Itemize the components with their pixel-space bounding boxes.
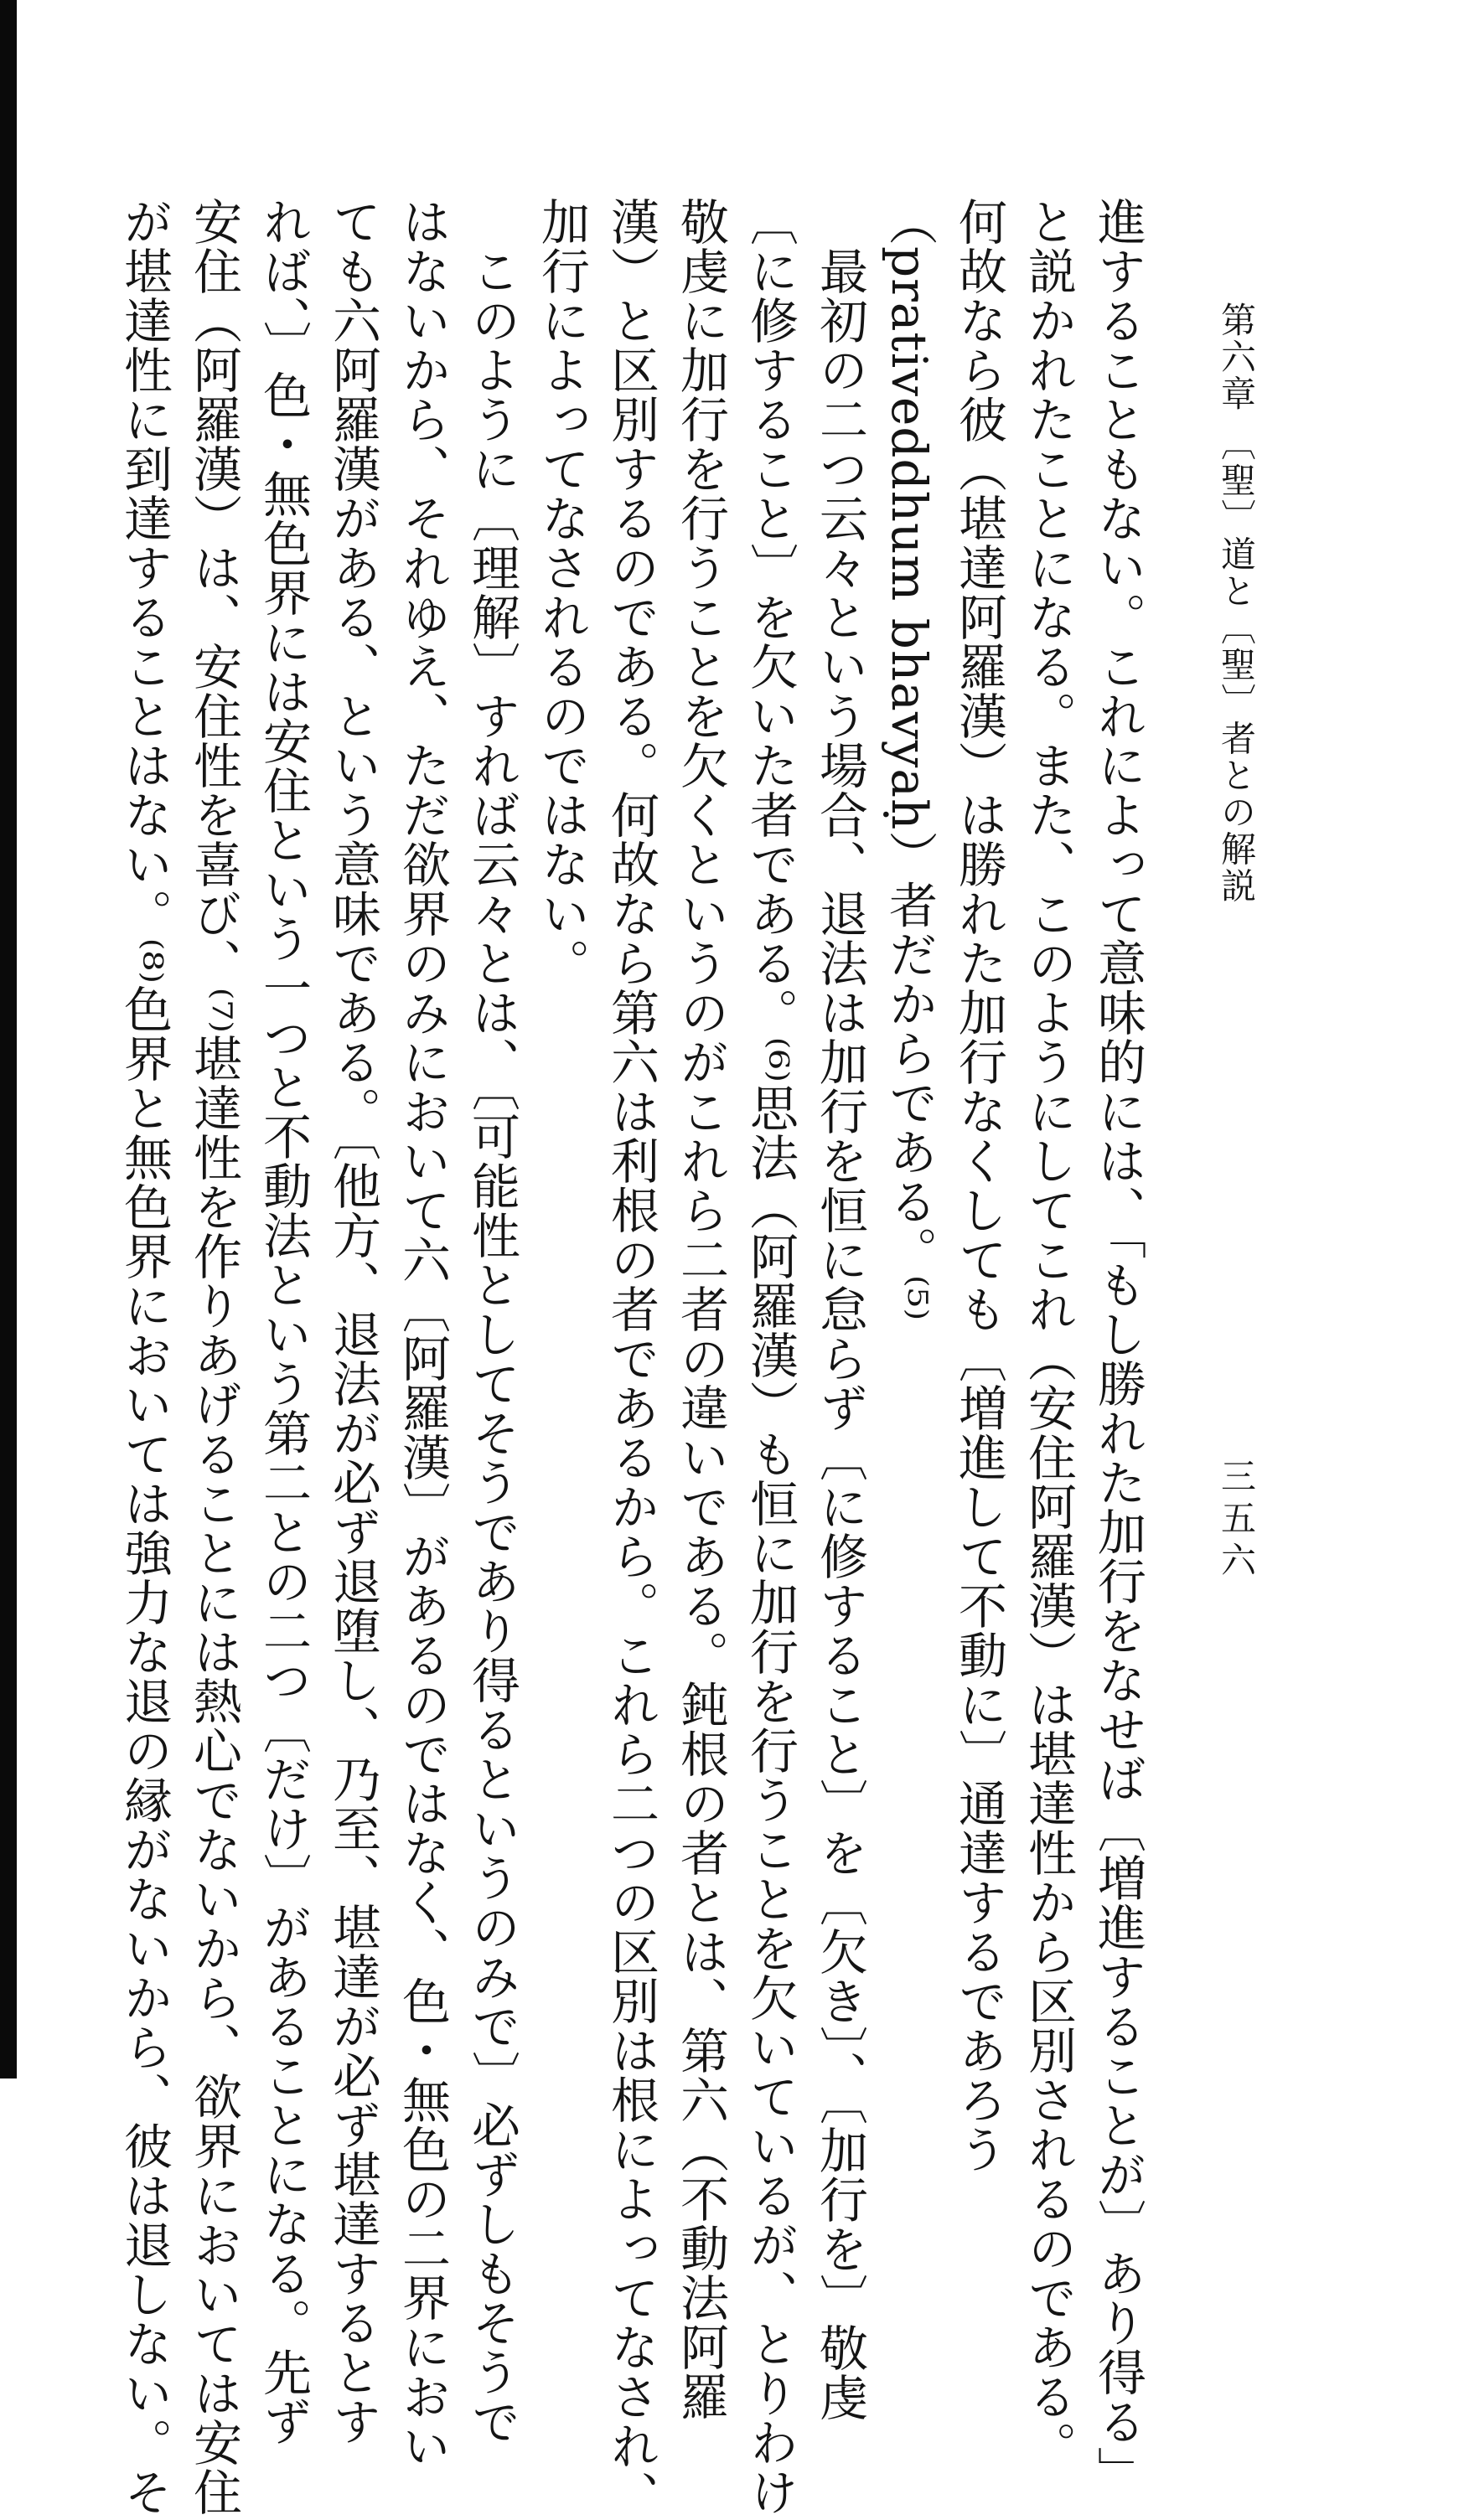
paragraph-2 [526,197,874,2520]
text-line: が堪達性に到達することはない。⁽⁸⁾色界と無色界においては強力な退の縁がないから、彼は退しない。そ [116,197,173,2517]
text-line: 〔に修すること〕を欠いた者である。⁽⁶⁾思法（阿羅漢）も恒に加行を行うことを欠いているが、とりわけ [742,197,799,2517]
page-number: 三五六 [1216,1458,1257,1583]
paragraph-1 [874,197,1152,2496]
running-head: 第六章 〔聖〕道と〔聖〕者との解説 [1216,302,1257,905]
paragraph-3 [109,197,526,2517]
text-line: このように〔理解〕すれば云々とは、〔可能性としてそうであり得るというのみで〕必ずしもそうで [463,197,520,2446]
body-text [116,197,1152,2520]
text-line: 安住（阿羅漢）は、安住性を喜び、⁽⁷⁾堪達性を作りあげることには熱心でないから、欲界においては安住 [185,197,242,2517]
text-line: 加行によってなされるのではない。 [533,197,590,988]
text-line: 敬虔に加行を行うことを欠くというのがこれら二者の違いである。鈍根の者とは、第六（不動法阿羅 [672,197,729,2421]
text-line: 最初の二つ云々という場合、退法は加行を恒に怠らず〔に修すること〕を〔欠き〕、〔加行を〕敬虔 [811,197,868,2422]
text-line: （prativeddhum bhavyaḥ）者だからである。⁽⁵⁾ [881,197,938,1322]
text-line: 進することもない。これによって意味的には、「もし勝れた加行をなせば〔増進することが〕あり得る」 [1089,197,1146,2496]
scan-edge-shadow [0,0,17,2078]
text-line: はないから、それゆえ、ただ欲界のみにおいて六〔阿羅漢〕があるのではなく、色・無色の二界におい [394,197,451,2471]
text-line: と説かれたことになる。また、このようにしてこれ（安住阿羅漢）は堪達性から区別されるのである。 [1020,197,1077,2471]
text-line: 漢）と区別するのである。何故なら第六は利根の者であるから。これら二つの区別は根によってなされ、 [603,197,659,2520]
text-line: ても六阿羅漢がある、という意味である。〔他方、退法が必ず退堕し、乃至、堪達が必ず堪達するとす [324,197,381,2446]
text-line: 何故なら彼（堪達阿羅漢）は勝れた加行なくしても〔増進して不動に〕通達するであろう [950,197,1007,2174]
text-line: れば、〕色・無色界には安住という一つと不動法という第二との二つ〔だけ〕があることになる。先ず [255,197,312,2446]
